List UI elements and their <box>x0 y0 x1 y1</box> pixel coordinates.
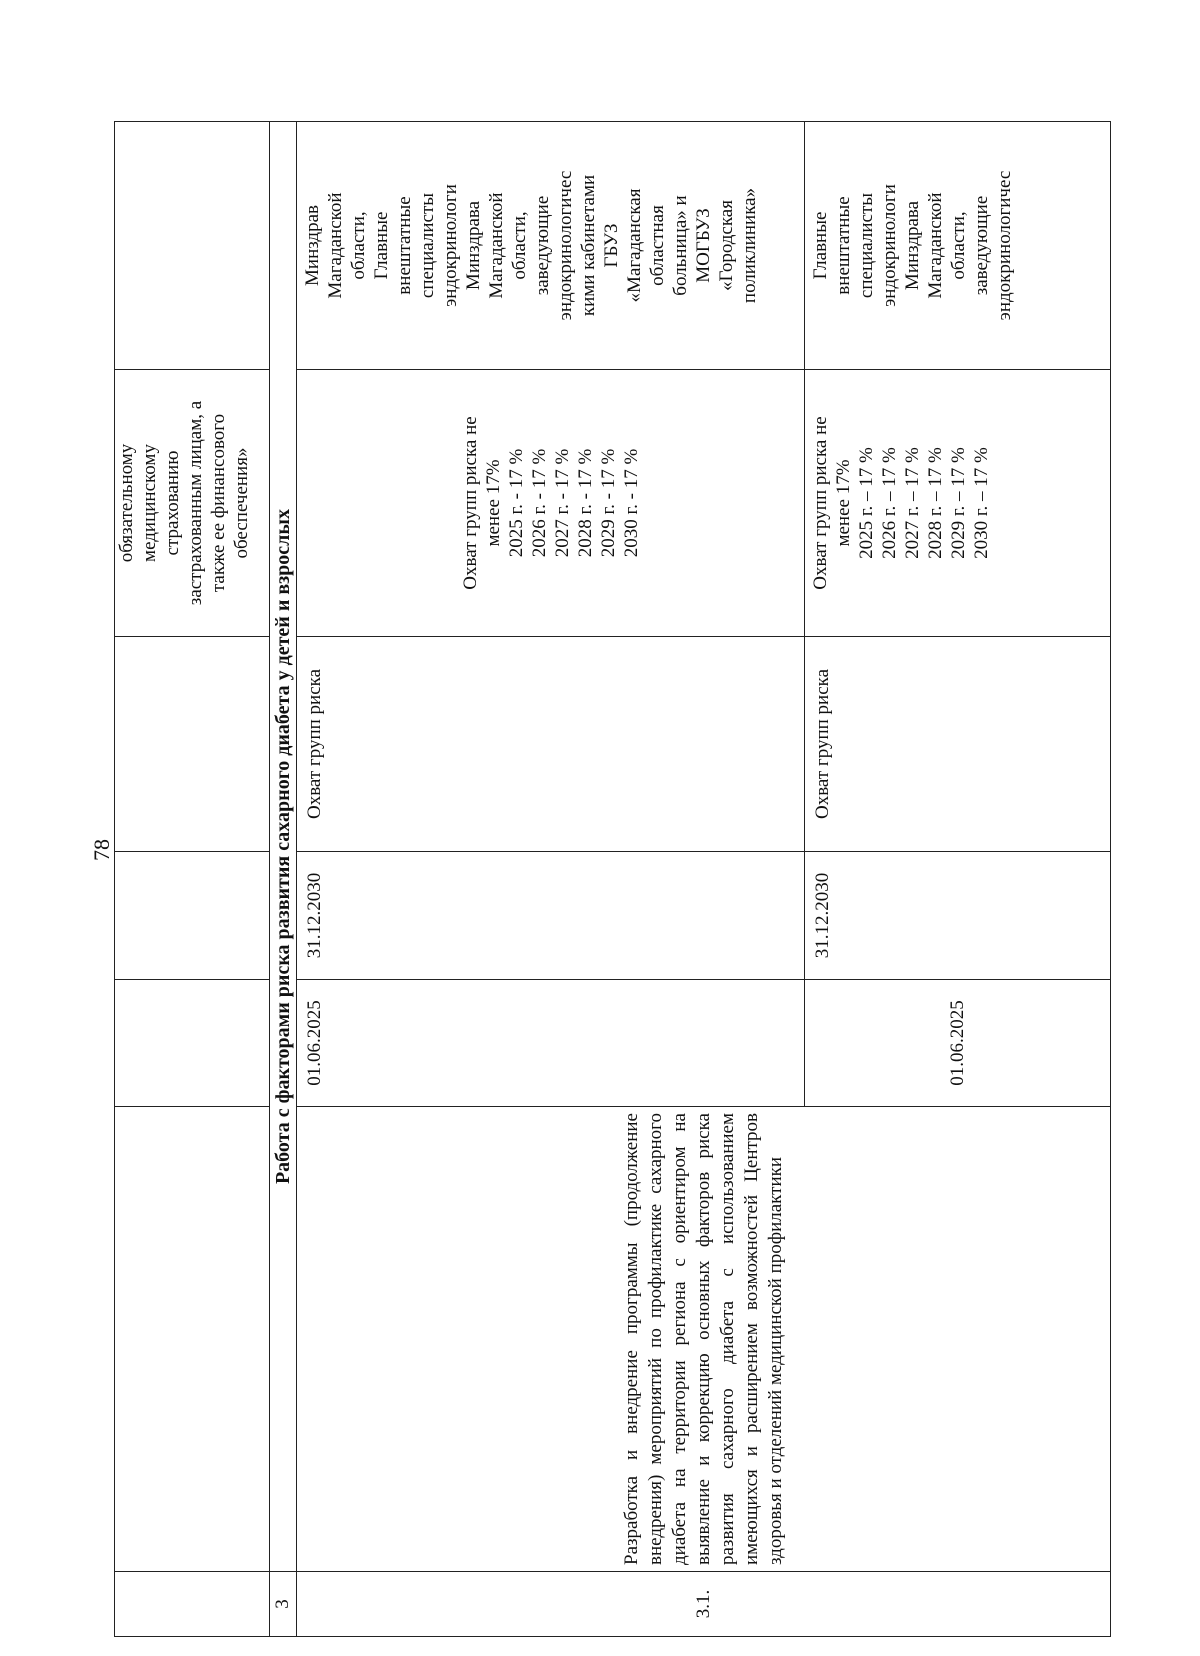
responsible-cell <box>805 122 1111 370</box>
section-row <box>270 122 297 1637</box>
responsible-cell <box>297 122 805 370</box>
responsible-line: эндокринологи <box>879 184 900 307</box>
target-line: 2026 г. – 17 % <box>879 447 900 559</box>
indicator-name: Охват групп риска <box>304 668 325 820</box>
target-line: Охват групп риска не <box>810 416 831 590</box>
responsible-line: внештатные <box>833 196 854 295</box>
responsible-line: МОГБУЗ <box>693 208 714 283</box>
target-line: 2029 г. - 17 % <box>597 448 619 558</box>
responsible-line: Главные <box>371 211 392 280</box>
target-values-cell <box>297 370 805 637</box>
responsible-line: области, <box>348 211 369 280</box>
responsible-line: Магаданской <box>325 192 346 299</box>
header-value-line: медицинскому <box>139 444 160 562</box>
responsible-line: области, <box>509 211 530 280</box>
item-row-3-1-a <box>297 122 805 1637</box>
target-line: 2028 г. - 17 % <box>574 448 596 558</box>
header-value-line: застрахованным лицам, а <box>185 400 206 606</box>
indicator-name: Охват групп риска <box>812 668 833 820</box>
end-date: 31.12.2030 <box>304 872 325 959</box>
responsible-line: ГБУЗ <box>601 223 622 268</box>
target-line: 2029 г. – 17 % <box>948 447 969 559</box>
header-cell-description <box>115 1107 270 1572</box>
target-line: 2028 г. – 17 % <box>925 447 946 559</box>
target-values-cell <box>805 370 1111 637</box>
responsible-line: специалисты <box>417 192 438 299</box>
target-line: менее 17% <box>482 459 504 547</box>
header-cell-responsible <box>115 122 270 370</box>
responsible-line: поликлиника» <box>739 187 760 304</box>
header-value-line: обеспечения» <box>231 447 252 559</box>
header-continuation-row <box>115 122 270 1637</box>
end-date-cell <box>805 852 1111 980</box>
start-date-cell <box>805 980 1111 1107</box>
target-line: менее 17% <box>833 459 854 547</box>
responsible-line: эндокринологичес <box>555 170 576 321</box>
end-date-cell <box>297 852 805 980</box>
responsible-line: области, <box>948 211 969 280</box>
header-value-line: страхованию <box>162 450 183 556</box>
target-line: 2026 г. - 17 % <box>528 448 550 558</box>
responsible-line: заведующие <box>532 195 553 296</box>
section-number: 3 <box>270 1572 297 1637</box>
responsible-line: «Городская <box>716 200 737 291</box>
target-line: 2025 г. – 17 % <box>856 447 877 559</box>
header-value-line: обязательному <box>116 443 137 563</box>
indicator-cell <box>297 637 805 852</box>
measures-table <box>114 121 1111 1637</box>
responsible-line: Магаданской <box>486 192 507 299</box>
responsible-line: кими кабинетами <box>578 174 599 317</box>
header-cell-number <box>115 1572 270 1637</box>
start-date: 01.06.2025 <box>304 1000 325 1086</box>
responsible-line: специалисты <box>856 192 877 299</box>
responsible-line: Магаданской <box>925 192 946 299</box>
responsible-line: заведующие <box>971 195 992 296</box>
target-line: 2027 г. – 17 % <box>902 447 923 559</box>
header-value-line: также ее финансового <box>208 413 229 593</box>
responsible-line: Главные <box>810 211 831 280</box>
responsible-line: Минздрава <box>463 200 484 291</box>
header-cell-indicator-value <box>115 370 270 637</box>
page-number: 78 <box>89 839 114 861</box>
rotated-table-wrapper <box>114 122 1110 1637</box>
responsible-line: эндокринологичес <box>994 170 1015 321</box>
responsible-line: Минздрав <box>302 205 323 286</box>
target-line: 2025 г. - 17 % <box>505 448 527 558</box>
section-title: Работа с факторами риска развития сахарного диабета у детей и взрослых <box>270 122 297 1572</box>
item-description: Разработка и внедрение программы (продолжение внедрения) мероприятий по профилактике сахарного диабета на территории региона с ориентиром на выявление и коррекцию основных факторов риска развития сахарного диабета с использованием имеющихся и расширением возможностей Центров здоровья и отделений медицинской профилактики <box>297 1107 1111 1572</box>
target-line: Охват групп риска не <box>459 416 481 590</box>
item-number: 3.1. <box>297 1572 1111 1637</box>
start-date: 01.06.2025 <box>946 1000 968 1086</box>
responsible-line: «Магаданская <box>624 188 645 303</box>
header-cell-indicator <box>115 637 270 852</box>
responsible-line: больница» и <box>670 195 691 296</box>
end-date: 31.12.2030 <box>812 872 833 959</box>
target-line: 2027 г. - 17 % <box>551 448 573 558</box>
start-date-cell <box>297 980 805 1107</box>
responsible-line: внештатные <box>394 196 415 295</box>
header-cell-start <box>115 980 270 1107</box>
responsible-line: Минздрава <box>902 200 923 291</box>
target-line: 2030 г. - 17 % <box>620 448 642 558</box>
indicator-cell <box>805 637 1111 852</box>
responsible-line: эндокринологи <box>440 184 461 307</box>
target-line: 2030 г. – 17 % <box>971 447 992 559</box>
header-cell-end <box>115 852 270 980</box>
responsible-line: областная <box>647 205 668 286</box>
